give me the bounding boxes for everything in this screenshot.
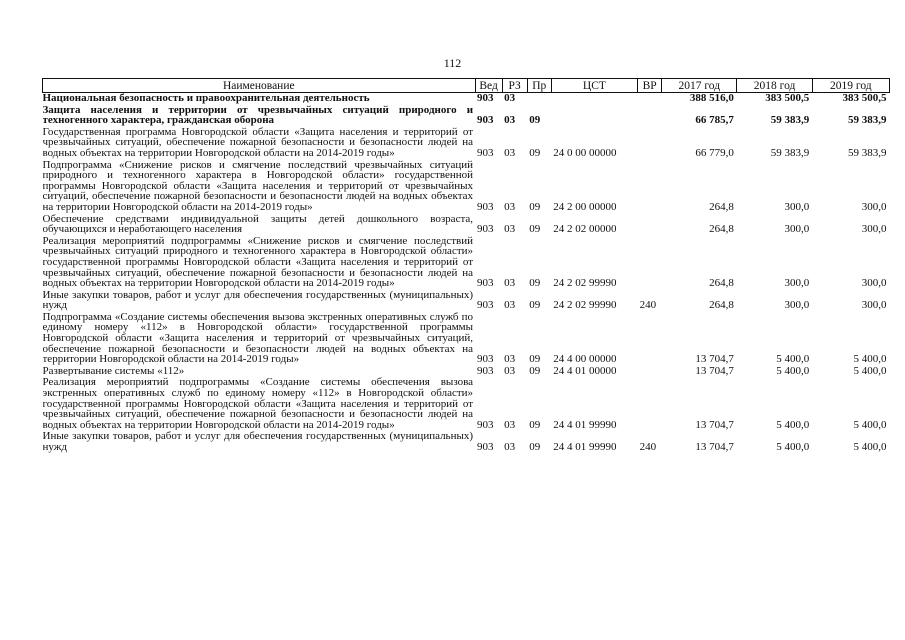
cell-rz: 03 (504, 418, 516, 431)
cell-y2019: 59 383,9 (848, 146, 887, 159)
cell-cst: 24 4 01 99990 (553, 418, 617, 431)
cell-vr (638, 365, 662, 377)
cell-cst: 24 2 00 00000 (553, 200, 617, 213)
cell-pr: 09 (529, 441, 541, 453)
cell-rz: 03 (504, 441, 516, 453)
table-row (43, 104, 890, 126)
cell-name: Национальная безопасность и правоохранительная деятельность (42, 92, 370, 104)
cell-ved: 903 (477, 146, 494, 159)
cell-y2018: 300,0 (784, 200, 810, 213)
cell-y2017: 66 779,0 (695, 146, 734, 159)
table-row (43, 159, 890, 213)
cell-y2018: 5 400,0 (776, 353, 810, 365)
page-number: 112 (443, 56, 462, 70)
cell-name: Государственная программа Новгородской области «Защита населения и территорий от чрезвычайных ситуаций, обеспечение пожарной безопасности и безопасности людей на водных объектах на территории Новгородской области на 2014-2019 годы» (42, 125, 474, 159)
cell-cst: 24 2 02 99990 (553, 299, 617, 311)
cell-pr (527, 93, 551, 104)
col-header-2019: 2019 год (812, 79, 889, 93)
cell-y2018: 300,0 (784, 277, 810, 289)
cell-ved: 903 (477, 353, 494, 365)
cell-vr (638, 213, 662, 235)
cell-y2019: 300,0 (861, 223, 887, 235)
budget-table (42, 78, 890, 453)
table-row (43, 126, 890, 159)
col-header-vr: ВР (638, 79, 662, 93)
col-header-2017: 2017 год (662, 79, 737, 93)
cell-vr: 240 (639, 299, 657, 311)
cell-cst (551, 93, 637, 104)
cell-ved: 903 (477, 223, 494, 235)
cell-rz: 03 (504, 277, 516, 289)
cell-y2019: 300,0 (861, 277, 887, 289)
table-row (43, 289, 890, 311)
cell-name: Реализация мероприятий подпрограммы «Снижение рисков и смягчение последствий чрезвычайных ситуаций природного и техногенного характера в Новгородской области» государственной программы Новгородской области «Защита населения и территорий от чрезвычайных ситуаций, обеспечение пожарной безопасности и безопасности людей на водных объектах на территории Новгородской области на 2014-2019 годы» (42, 234, 474, 289)
cell-y2019: 300,0 (861, 200, 887, 213)
cell-y2017: 264,8 (709, 200, 734, 213)
cell-y2018: 59 383,9 (770, 114, 810, 126)
cell-pr: 09 (529, 200, 541, 213)
cell-y2017: 264,8 (709, 299, 734, 311)
cell-pr: 09 (529, 364, 541, 377)
cell-y2018: 383 500,5 (765, 92, 810, 104)
cell-y2018: 300,0 (784, 223, 810, 235)
cell-rz: 03 (504, 114, 516, 126)
cell-y2018: 59 383,9 (770, 146, 810, 159)
cell-name: Защита населения и территории от чрезвычайных ситуаций природного и техногенного характера, гражданская оборона (42, 103, 474, 126)
col-header-name: Наименование (43, 79, 476, 93)
cell-cst: 24 0 00 00000 (553, 146, 617, 159)
col-header-cst: ЦСТ (551, 79, 637, 93)
table-row (43, 376, 890, 430)
cell-name: Подпрограмма «Создание системы обеспечения вызова экстренных оперативных служб по единому номеру «112» в Новгородской области» государственной программы Новгородской области «Защита населения и территорий от чрезвычайных ситуаций, обеспечение пожарной безопасности и безопасности людей на водных объектах на территории Новгородской области на 2014-2019 годы» (42, 310, 474, 365)
table-row (43, 93, 890, 104)
cell-cst (551, 104, 637, 126)
cell-y2019: 5 400,0 (853, 364, 887, 377)
cell-cst: 24 4 00 00000 (553, 353, 617, 365)
cell-name: Иные закупки товаров, работ и услуг для обеспечения государственных (муниципальных) нужд (42, 288, 474, 311)
cell-rz: 03 (504, 92, 516, 104)
cell-y2019: 5 400,0 (853, 441, 887, 453)
cell-y2019: 5 400,0 (853, 353, 887, 365)
cell-ved: 903 (477, 364, 494, 377)
cell-y2017: 264,8 (709, 223, 734, 235)
cell-cst: 24 4 01 99990 (553, 441, 617, 453)
cell-ved: 903 (477, 277, 494, 289)
cell-y2019: 5 400,0 (853, 418, 887, 431)
cell-vr: 240 (639, 441, 657, 453)
cell-y2018: 5 400,0 (776, 364, 810, 377)
col-header-pr: Пр (527, 79, 551, 93)
cell-y2017: 13 704,7 (695, 353, 734, 365)
cell-pr: 09 (529, 277, 541, 289)
cell-vr (638, 311, 662, 365)
cell-y2017: 13 704,7 (695, 441, 734, 453)
cell-rz: 03 (504, 353, 516, 365)
cell-y2019: 59 383,9 (848, 114, 887, 126)
col-header-rz: РЗ (502, 79, 527, 93)
cell-vr (638, 104, 662, 126)
cell-pr: 09 (529, 146, 541, 159)
cell-vr (638, 93, 662, 104)
cell-vr (638, 159, 662, 213)
cell-rz: 03 (504, 364, 516, 377)
table-row (43, 235, 890, 289)
cell-cst: 24 2 02 99990 (553, 277, 617, 289)
cell-name: Иные закупки товаров, работ и услуг для обеспечения государственных (муниципальных) нужд (42, 430, 474, 453)
cell-pr: 09 (529, 353, 541, 365)
cell-cst: 24 2 02 00000 (553, 223, 617, 235)
cell-name: Развертывание системы «112» (42, 364, 185, 377)
cell-y2017: 388 516,0 (689, 92, 734, 104)
cell-ved: 903 (477, 418, 494, 431)
cell-vr (638, 376, 662, 430)
table-row (43, 430, 890, 452)
cell-vr (638, 235, 662, 289)
table-row (43, 365, 890, 377)
cell-y2019: 383 500,5 (842, 92, 887, 104)
cell-y2018: 5 400,0 (776, 418, 810, 431)
cell-ved: 903 (477, 114, 494, 126)
header-row (43, 79, 890, 93)
cell-pr: 09 (529, 418, 541, 431)
cell-ved: 903 (477, 92, 494, 104)
cell-cst: 24 4 01 00000 (553, 364, 617, 377)
table-body (43, 93, 890, 453)
cell-pr: 09 (529, 223, 541, 235)
table-row (43, 311, 890, 365)
col-header-ved: Вед (475, 79, 502, 93)
cell-rz: 03 (504, 223, 516, 235)
cell-name: Подпрограмма «Снижение рисков и смягчение последствий чрезвычайных ситуаций природного и техногенного характера в Новгородской области» государственной программы Новгородской области «Защита населения и территорий от чрезвычайных ситуаций, обеспечение пожарной безопасности и безопасности людей на водных объектах на территории Новгородской области на 2014-2019 годы» (42, 158, 474, 213)
cell-ved: 903 (477, 441, 494, 453)
col-header-2018: 2018 год (737, 79, 812, 93)
cell-rz: 03 (504, 299, 516, 311)
cell-pr: 09 (529, 299, 541, 311)
cell-name: Обеспечение средствами индивидуальной защиты детей дошкольного возраста, обучающихся и неработающего населения (42, 212, 474, 235)
cell-y2017: 13 704,7 (695, 418, 734, 431)
cell-vr (638, 126, 662, 159)
cell-y2019: 300,0 (861, 299, 887, 311)
cell-y2017: 66 785,7 (695, 114, 734, 126)
cell-rz: 03 (504, 146, 516, 159)
table-row (43, 213, 890, 235)
cell-ved: 903 (477, 299, 494, 311)
cell-pr: 09 (529, 114, 541, 126)
cell-name: Реализация мероприятий подпрограммы «Создание системы обеспечения вызова экстренных оперативных служб по единому номеру «112» в Новгородской области» государственной программы Новгородской области «Защита населения и территорий от чрезвычайных ситуаций, обеспечение пожарной безопасности и безопасности людей на водных объектах на территории Новгородской области на 2014-2019 годы» (42, 376, 474, 431)
cell-y2018: 300,0 (784, 299, 810, 311)
cell-ved: 903 (477, 200, 494, 213)
cell-y2018: 5 400,0 (776, 441, 810, 453)
cell-rz: 03 (504, 200, 516, 213)
cell-y2017: 13 704,7 (695, 364, 734, 377)
cell-y2017: 264,8 (709, 277, 734, 289)
